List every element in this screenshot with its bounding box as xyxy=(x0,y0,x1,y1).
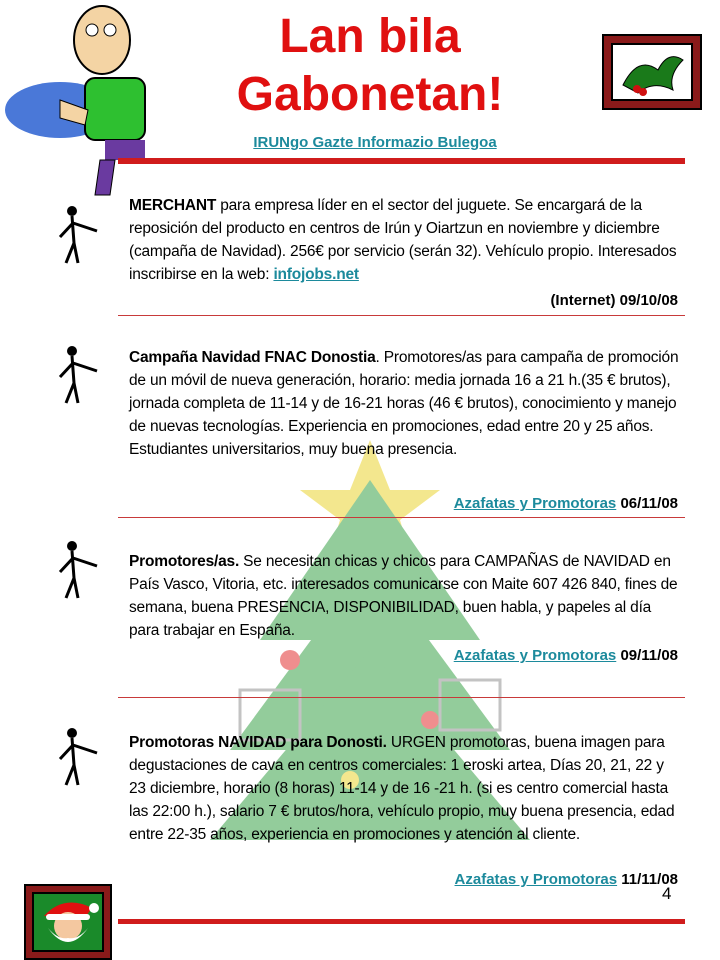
stick-figure-icon xyxy=(52,727,102,787)
cartoon-man-icon xyxy=(0,0,150,200)
stick-figure-icon xyxy=(52,205,102,265)
listing-3-text: Promotores/as. Se necesitan chicas y chicos para CAMPAÑAS de NAVIDAD en País Vasco, Vitoria, etc. interesados comunicarse con Maite 607 426 840, fines de semana, buena PRESENCIA, DISPONIBILIDAD, buen habla, y papeles al día para trabajar en España. xyxy=(129,553,678,639)
listing-1-text: MERCHANT para empresa líder en el sector del juguete. Se encargará de la reposición del producto en centros de Irún y Oiartzun en noviembre y diciembre (campaña de Navidad). 256€ por servicio (serán 32). Vehículo propio. Interesados inscribirse en la web: infojobs.net xyxy=(129,197,677,283)
holly-icon xyxy=(602,34,702,110)
infojobs-link[interactable]: infojobs.net xyxy=(273,266,359,283)
stick-figure-icon xyxy=(52,540,102,600)
listing-divider xyxy=(118,315,685,316)
header-divider xyxy=(118,158,685,164)
listing-1-source: (Internet) 09/10/08 xyxy=(550,292,678,309)
source-link[interactable]: Azafatas y Promotoras xyxy=(454,871,618,888)
listing-2-source: Azafatas y Promotoras 06/11/08 xyxy=(453,495,678,512)
listing-4-source: Azafatas y Promotoras 11/11/08 xyxy=(454,871,678,888)
listing-3-source: Azafatas y Promotoras 09/11/08 xyxy=(453,647,678,664)
footer-divider xyxy=(118,919,685,924)
page-number: 4 xyxy=(662,884,672,903)
stick-figure-icon xyxy=(52,345,102,405)
source-link[interactable]: Azafatas y Promotoras xyxy=(453,647,617,664)
listing-divider xyxy=(118,517,685,518)
listing-divider xyxy=(118,697,685,698)
santa-icon xyxy=(24,884,112,960)
listing-2-text: Campaña Navidad FNAC Donostia. Promotores/as para campaña de promoción de un móvil de nueva generación, horario: media jornada 16 a 21 h.(35 € brutos), jornada completa de 11-14 y de 16-21 horas (46 € brutos), conocimiento y manejo de nuevas tecnologías. Experiencia en promociones, edad entre 20 y 25 años. Estudiantes universitarios, muy buena presencia. xyxy=(129,349,679,458)
subtitle-link[interactable]: IRUNgo Gazte Informazio Bulegoa xyxy=(253,134,497,151)
page-title: Lan bila Gabonetan! xyxy=(236,10,504,121)
listing-4-text: Promotoras NAVIDAD para Donosti. URGEN promotoras, buena imagen para degustaciones de cava en centros comerciales: 1 eroski artea, Días 20, 21, 22 y 23 diciembre, horario (8 horas) 11-14 y de 16 -21 h. (si es centro comercial hasta las 22:00 h.), salario 7 € brutos/hora, vehículo propio, muy buena presencia, edad entre 22-35 años, experiencia en promociones y atención al cliente. xyxy=(129,734,675,843)
source-link[interactable]: Azafatas y Promotoras xyxy=(453,495,617,512)
